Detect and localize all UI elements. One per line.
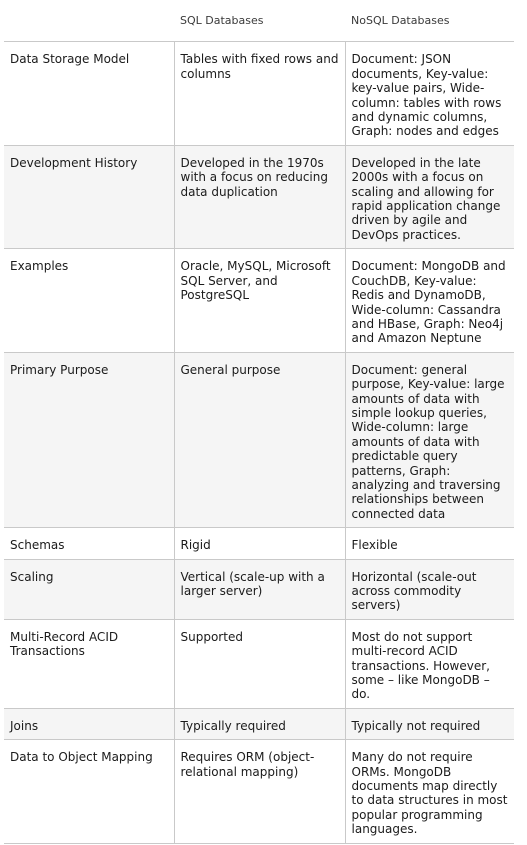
table-row — [4, 559, 514, 619]
row-label: Development History — [4, 145, 174, 248]
header-sql: SQL Databases — [174, 10, 345, 42]
sql-cell: Typically required — [174, 708, 345, 739]
row-label: Joins — [4, 708, 174, 739]
nosql-cell: Document: MongoDB and CouchDB, Key-value: Redis and DynamoDB, Wide-column: Cassandra and HBase, Graph: Neo4j and Amazon Neptune — [345, 249, 514, 352]
sql-cell: Supported — [174, 619, 345, 708]
sql-cell: Oracle, MySQL, Microsoft SQL Server, and PostgreSQL — [174, 249, 345, 352]
nosql-cell: Horizontal (scale-out across commodity servers) — [345, 559, 514, 619]
nosql-cell: Most do not support multi-record ACID transactions. However, some – like MongoDB – do. — [345, 619, 514, 708]
header-row — [4, 10, 514, 42]
nosql-cell: Document: JSON documents, Key-value: key-value pairs, Wide-column: tables with rows and dynamic columns, Graph: nodes and edges — [345, 42, 514, 145]
row-label: Schemas — [4, 528, 174, 559]
sql-cell: Tables with fixed rows and columns — [174, 42, 345, 145]
row-label: Multi-Record ACID Transactions — [4, 619, 174, 708]
table-body — [4, 42, 514, 843]
table-row — [4, 145, 514, 248]
row-label: Data Storage Model — [4, 42, 174, 145]
row-label: Scaling — [4, 559, 174, 619]
sql-cell: General purpose — [174, 352, 345, 527]
header-nosql: NoSQL Databases — [345, 10, 514, 42]
sql-cell: Requires ORM (object-relational mapping) — [174, 740, 345, 843]
table-row — [4, 740, 514, 843]
nosql-cell: Many do not require ORMs. MongoDB documents map directly to data structures in most popular programming languages. — [345, 740, 514, 843]
table-row — [4, 352, 514, 527]
table-row — [4, 42, 514, 145]
nosql-cell: Developed in the late 2000s with a focus on scaling and allowing for rapid application change driven by agile and DevOps practices. — [345, 145, 514, 248]
nosql-cell: Document: general purpose, Key-value: large amounts of data with simple lookup queries, Wide-column: large amounts of data with predictable query patterns, Graph: analyzing and traversing relationships between connected data — [345, 352, 514, 527]
row-label: Examples — [4, 249, 174, 352]
row-label: Primary Purpose — [4, 352, 174, 527]
nosql-cell: Flexible — [345, 528, 514, 559]
table-header — [4, 10, 514, 42]
sql-vs-nosql-table — [4, 10, 514, 844]
sql-cell: Vertical (scale-up with a larger server) — [174, 559, 345, 619]
nosql-cell: Typically not required — [345, 708, 514, 739]
sql-cell: Rigid — [174, 528, 345, 559]
sql-cell: Developed in the 1970s with a focus on reducing data duplication — [174, 145, 345, 248]
table-row — [4, 708, 514, 739]
table-row — [4, 619, 514, 708]
table-row — [4, 249, 514, 352]
row-label: Data to Object Mapping — [4, 740, 174, 843]
header-empty-cell — [4, 10, 174, 42]
table-row — [4, 528, 514, 559]
